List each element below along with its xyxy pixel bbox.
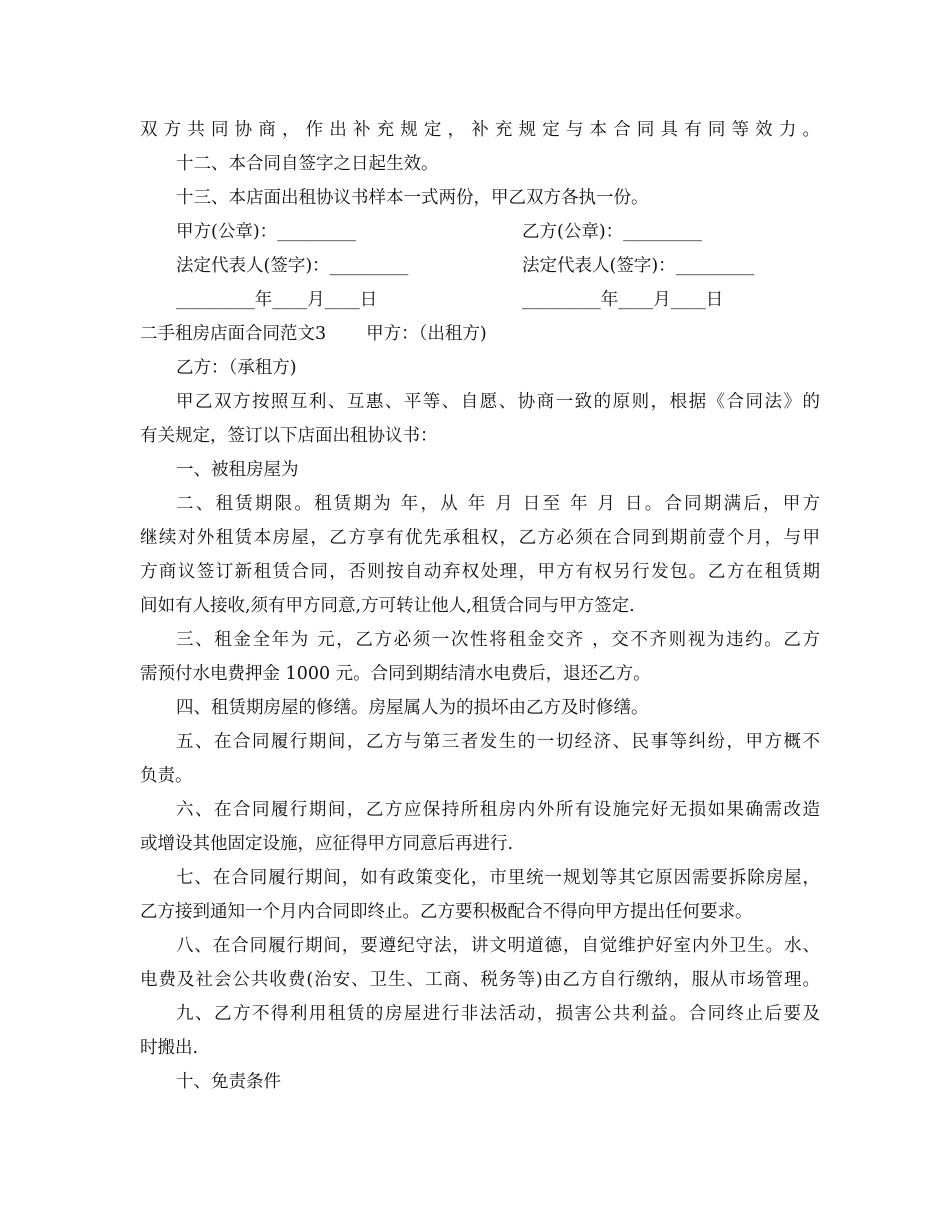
party-b-label: 乙方：（承租方) [176, 358, 297, 378]
body-line: 间如有人接收,须有甲方同意,方可转让他人,租赁合同与甲方签定. [140, 596, 635, 616]
body-line: 七、在合同履行期间，如有政策变化，市里统一规划等其它原因需要拆除房屋， [176, 868, 820, 888]
party-a-date-field: _________年____月____日 [176, 290, 378, 310]
body-line: 一、被租房屋为 [176, 460, 299, 480]
body-line: 方商议签订新租赁合同，否则按自动弃权处理，甲方有权另行发包。乙方在租赁期 [140, 562, 820, 582]
party-b-seal-field: 乙方(公章)：_________ [522, 222, 702, 242]
clause-eleven-continuation: 双方共同协商，作出补充规定，补充规定与本合同具有同等效力。 [140, 120, 820, 140]
body-line: 二、租赁期限。租赁期为 年，从 年 月 日至 年 月 日。合同期满后，甲方 [176, 494, 820, 514]
body-line: 或增设其他固定设施，应征得甲方同意后再进行. [140, 834, 514, 854]
body-line: 甲乙双方按照互利、互惠、平等、自愿、协商一致的原则，根据《合同法》的 [176, 392, 820, 412]
body-line: 三、租金全年为 元，乙方必须一次性将租金交齐 ，交不齐则视为违约。乙方 [176, 630, 820, 650]
body-line: 有关规定，签订以下店面出租协议书： [140, 426, 438, 446]
party-b-representative-field: 法定代表人(签字)：_________ [522, 256, 755, 276]
body-line: 乙方接到通知一个月内合同即终止。乙方要积极配合不得向甲方提出任何要求。 [140, 902, 753, 922]
body-line: 十、免责条件 [176, 1072, 281, 1092]
party-b-date-field: _________年____月____日 [522, 290, 724, 310]
party-a-seal-field: 甲方(公章)：_________ [176, 222, 356, 242]
party-a-label: 甲方：（出租方) [366, 324, 487, 344]
body-line: 五、在合同履行期间，乙方与第三者发生的一切经济、民事等纠纷，甲方概不 [176, 732, 820, 752]
body-line: 四、租赁期房屋的修缮。房屋属人为的损坏由乙方及时修缮。 [176, 698, 649, 718]
body-line: 六、在合同履行期间，乙方应保持所租房内外所有设施完好无损如果确需改造 [176, 800, 820, 820]
section-title: 二手租房店面合同范文3 [140, 324, 327, 344]
body-line: 负责。 [140, 766, 193, 786]
body-line: 继续对外租赁本房屋，乙方享有优先承租权，乙方必须在合同到期前壹个月，与甲 [140, 528, 820, 548]
party-a-representative-field: 法定代表人(签字)：_________ [176, 256, 409, 276]
body-line: 需预付水电费押金 1000 元。合同到期结清水电费后，退还乙方。 [140, 664, 651, 684]
section-heading-row [140, 323, 487, 345]
body-line: 电费及社会公共收费(治安、卫生、工商、税务等)由乙方自行缴纳，服从市场管理。 [140, 970, 820, 990]
clause-twelve: 十二、本合同自签字之日起生效。 [176, 154, 439, 174]
body-line: 九、乙方不得利用租赁的房屋进行非法活动，损害公共利益。合同终止后要及 [176, 1004, 820, 1024]
body-line: 时搬出. [140, 1038, 199, 1058]
body-line: 八、在合同履行期间，要遵纪守法，讲文明道德，自觉维护好室内外卫生。水、 [176, 936, 820, 956]
clause-thirteen: 十三、本店面出租协议书样本一式两份，甲乙双方各执一份。 [176, 188, 649, 208]
